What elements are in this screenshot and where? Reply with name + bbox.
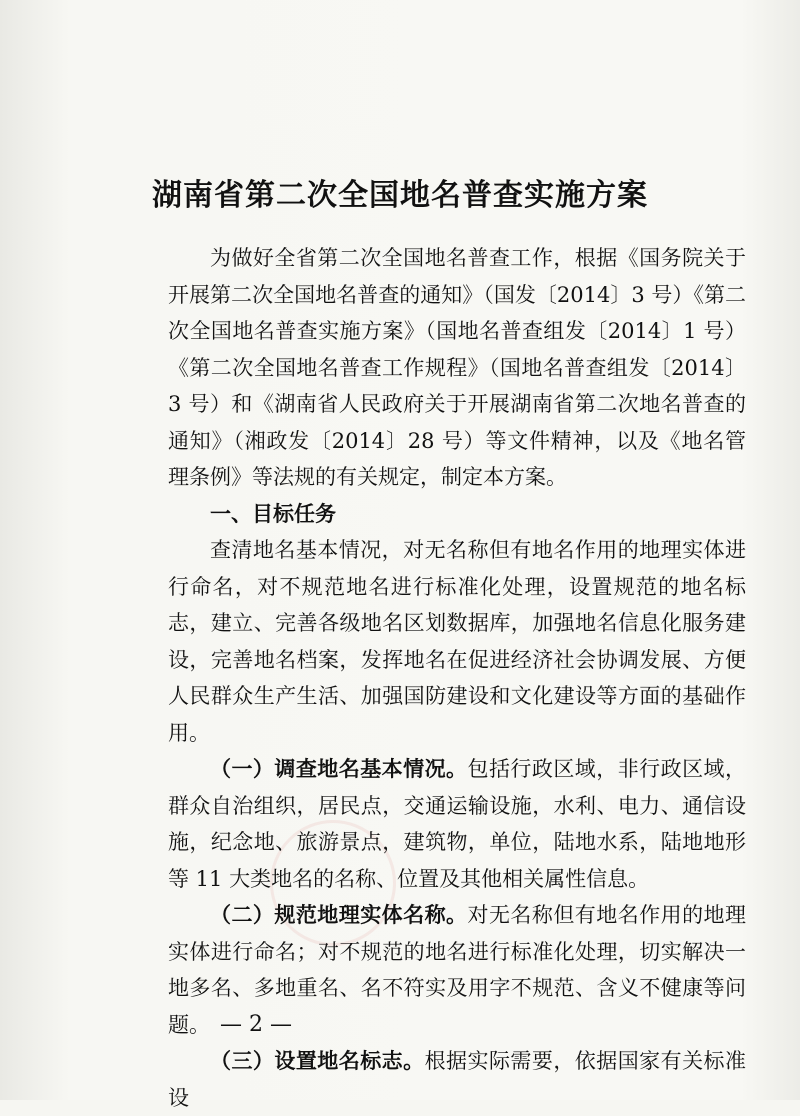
document-body <box>168 240 746 1116</box>
item-lead-1: （一）调查地名基本情况。 <box>210 756 468 781</box>
section-goals-paragraph: 查清地名基本情况，对无名称但有地名作用的地理实体进行命名，对不规范地名进行标准化处理，设置规范的地名标志，建立、完善各级地名区划数据库，加强地名信息化服务建设，完善地名档案，发挥地名在促进经济社会协调发展、方便人民群众生产生活、加强国防建设和文化建设等方面的基础作用。 <box>168 538 746 745</box>
item-lead-3: （三）设置地名标志。 <box>210 1048 425 1073</box>
document-title: 湖南省第二次全国地名普查实施方案 <box>152 178 648 213</box>
item-lead-2: （二）规范地理实体名称。 <box>210 902 468 927</box>
section-heading-goals: 一、目标任务 <box>210 500 336 526</box>
item-text-3: 根据实际需要，依据国家有关标准设 <box>168 1049 747 1110</box>
intro-paragraph: 为做好全省第二次全国地名普查工作，根据《国务院关于开展第二次全国地名普查的通知》（国发〔2014〕3 号）《第二次全国地名普查实施方案》（国地名普查组发〔2014〕1 号）《第二次全国地名普查工作规程》（国地名普查组发〔2014〕3 号）和《湖南省人民政府关于开展湖南省第二次地名普查的通知》（湘政发〔2014〕28 号）等文件精神，以及《地名管理条例》等法规的有关规定，制定本方案。 <box>168 246 746 489</box>
item-text-2: 对无名称但有地名作用的地理实体进行命名；对不规范的地名进行标准化处理，切实解决一地多名、多地重名、名不符实及用字不规范、含义不健康等问题。 <box>168 903 746 1037</box>
page-number: — 2 — <box>220 1012 292 1037</box>
item-text-1: 包括行政区域，非行政区域，群众自治组织，居民点，交通运输设施，水利、电力、通信设施，纪念地、旅游景点，建筑物，单位，陆地水系，陆地地形等 11 大类地名的名称、位置及其他相关属性信息。 <box>168 757 746 891</box>
item-paragraph-1 <box>168 751 746 897</box>
item-paragraph-3 <box>168 1043 746 1116</box>
